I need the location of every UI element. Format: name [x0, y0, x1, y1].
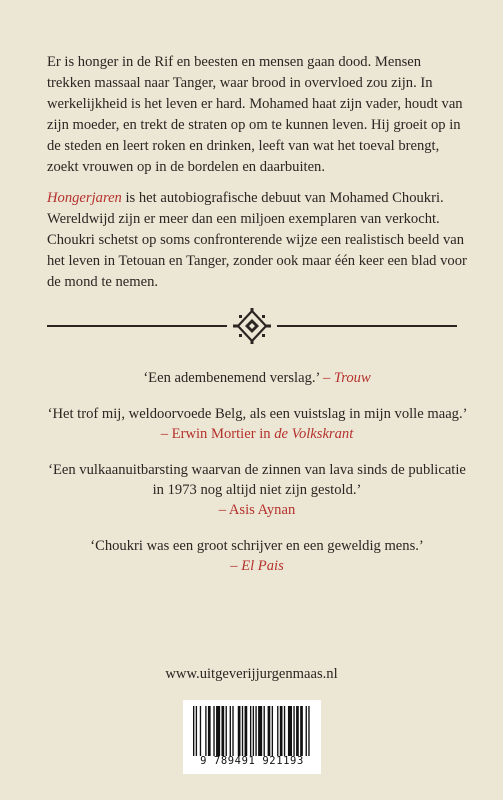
barcode-bar: [208, 706, 211, 756]
barcode-bar: [300, 706, 303, 756]
barcode-bar: [253, 706, 254, 756]
barcode-bar: [284, 706, 285, 756]
ornament-divider: [47, 308, 457, 344]
isbn-number: 9 789491 921193: [200, 755, 304, 767]
barcode-bar: [250, 706, 251, 756]
barcode-bar: [200, 706, 201, 756]
review-quote: ‘Een adembenemend verslag.’ – Trouw: [143, 370, 371, 386]
barcode-bar: [193, 706, 194, 756]
barcode-bar: [232, 706, 233, 756]
barcode-bar: [272, 706, 273, 756]
barcode-bar: [226, 706, 227, 756]
barcode-bars: [193, 706, 311, 756]
barcode-bar: [216, 706, 220, 756]
review-quote: ‘Een vulkaanuitbarsting waarvan de zinnen van lava sinds de publicatie in 1973 nog altijd niet zijn gestold.’ – Asis Aynan: [48, 462, 466, 518]
barcode-bar: [306, 706, 307, 756]
barcode-bar: [288, 706, 292, 756]
blurb-paragraph-2-text: is het autobiografische debuut van Mohamed Choukri. Wereldwijd zijn er meer dan een miljoen exemplaren van verkocht. Choukri schetst op soms confronterende wijze een realistisch beeld van het leven in Tetouan en Tanger, zonder ook maar één keer een blad voor de mond te nemen.: [47, 190, 467, 290]
barcode-bar: [264, 706, 265, 756]
barcode-bar: [258, 706, 262, 756]
divider-line-left: [47, 325, 227, 327]
barcode-bar: [242, 706, 243, 756]
review-quote: ‘Choukri was een groot schrijver en een geweldig mens.’ – El Pais: [90, 538, 424, 574]
barcode-bar: [221, 706, 224, 756]
barcode-bar: [196, 706, 197, 756]
barcode-bar: [205, 706, 206, 756]
barcode-bar: [268, 706, 271, 756]
divider-line-right: [277, 325, 457, 327]
publisher-website: www.uitgeverijjurgenmaas.nl: [165, 666, 338, 682]
barcode-bar: [308, 706, 309, 756]
barcode-bar: [213, 706, 214, 756]
barcode-bar: [277, 706, 278, 756]
blurb-paragraph-1: Er is honger in de Rif en beesten en mensen gaan dood. Mensen trekken massaal naar Tanger, waar brood in overvloed zou zijn. In werkelijkheid is het leven er hard. Mohamed haat zijn vader, houdt van zijn moeder, en trekt de straten op om te kunnen leven. Hij groeit op in de steden en leert roken en drinken, leeft van wat het toeval brengt, zoekt vrouwen op in de bordelen en daarbuiten.: [47, 54, 463, 175]
barcode-bar: [293, 706, 294, 756]
barcode-bar: [296, 706, 299, 756]
barcode: [183, 700, 321, 774]
book-title: Hongerjaren: [47, 190, 122, 206]
barcode-bar: [255, 706, 256, 756]
diamond-ornament-icon: [232, 308, 272, 344]
barcode-bar: [238, 706, 241, 756]
blurb-paragraph-2: [47, 188, 467, 293]
review-quote: ‘Het trof mij, weldoorvoede Belg, als een vuistslag in mijn volle maag.’ – Erwin Mortier in de Volkskrant: [47, 406, 467, 442]
review-quotes: [47, 368, 467, 592]
barcode-bar: [230, 706, 231, 756]
barcode-bar: [280, 706, 283, 756]
barcode-bar: [245, 706, 248, 756]
